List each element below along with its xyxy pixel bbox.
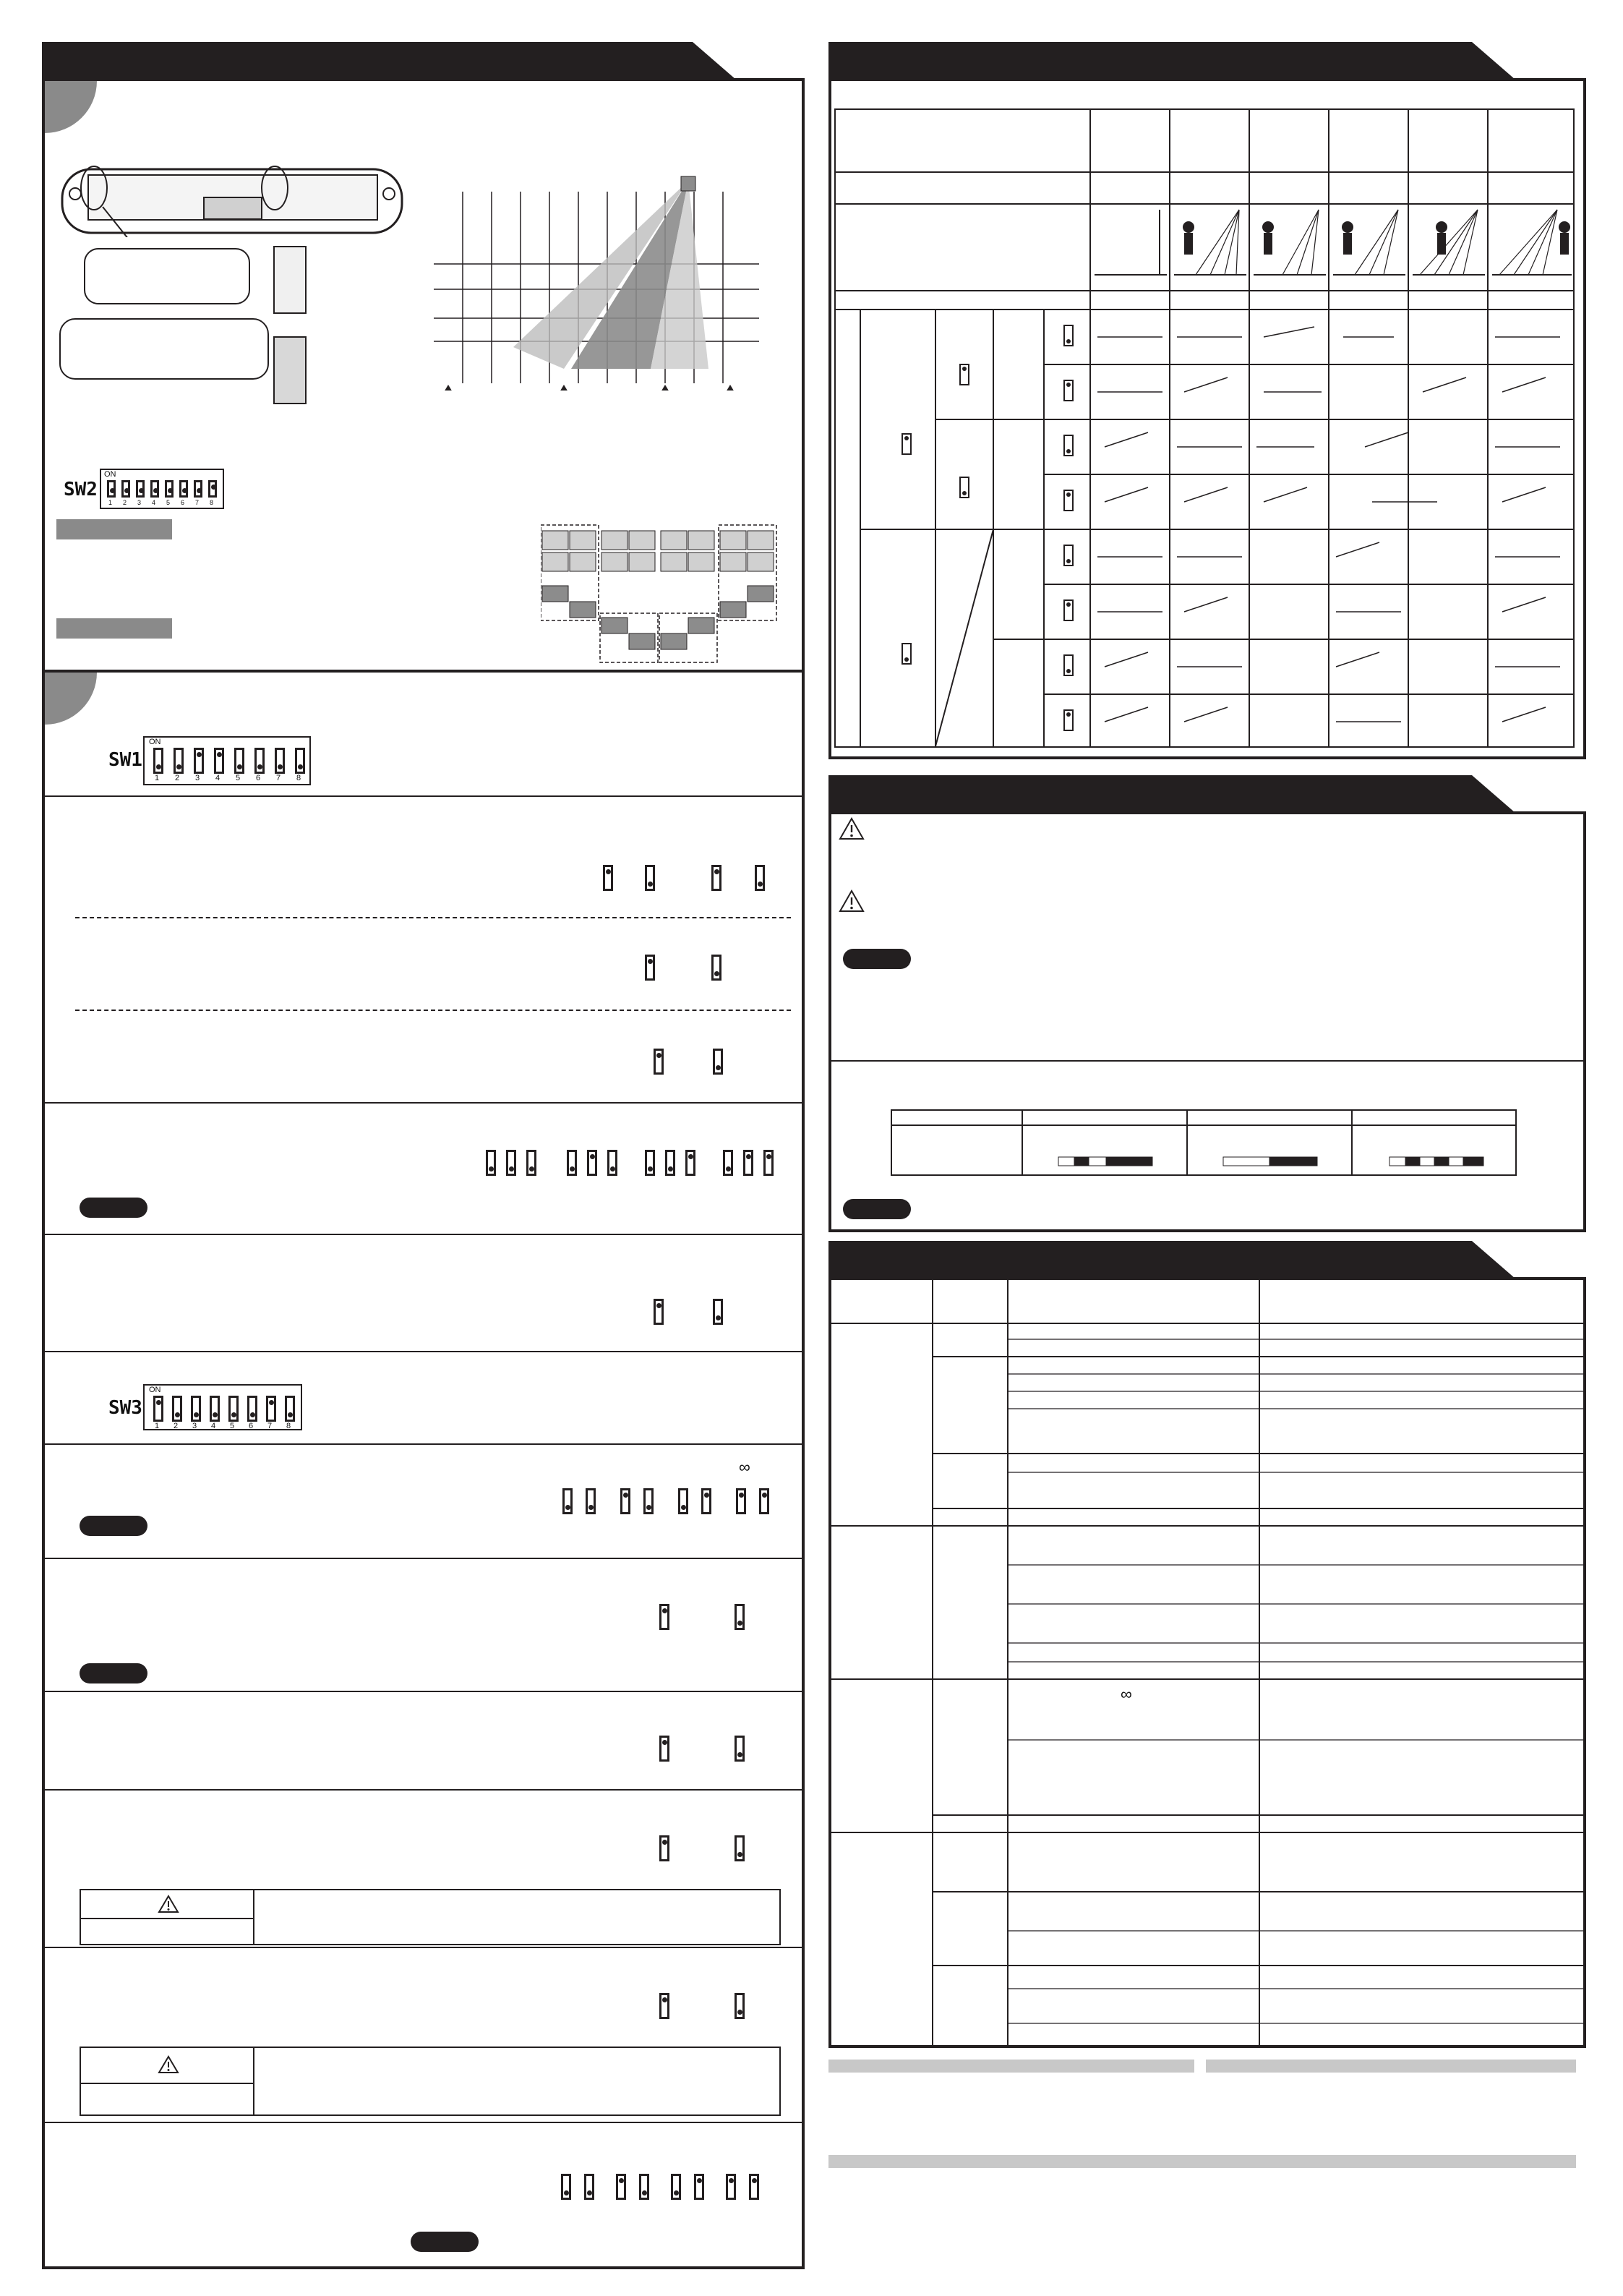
setting-b-switch-1[interactable] [645, 955, 655, 981]
sw3-switch-2[interactable] [172, 1396, 182, 1422]
sw2-number-2: 2 [123, 499, 127, 506]
sw2-number-1: 1 [108, 499, 113, 506]
dip-detail-callout [84, 248, 250, 304]
setting-e-switch-1[interactable] [654, 1299, 664, 1325]
troubleshooting-table [831, 1280, 1583, 2045]
setting-c-switch-2[interactable] [713, 1049, 723, 1075]
sw2-dip-switch[interactable] [100, 469, 224, 509]
sw1-number-5: 5 [236, 774, 241, 782]
sw3-label: SW3 [108, 1397, 142, 1419]
setting-k-switch-7[interactable] [726, 2174, 736, 2200]
infinity-symbol-1: ∞ [739, 1458, 750, 1476]
sw3-number-7: 7 [267, 1422, 273, 1430]
warning-icon [158, 1895, 179, 1913]
caution-divider [828, 1060, 1586, 1062]
setting-k-switch-4[interactable] [639, 2174, 649, 2200]
sw2-switch-6[interactable] [179, 480, 188, 498]
note-pill-1 [80, 1198, 147, 1218]
sw1-dip-switch[interactable] [143, 736, 311, 785]
sw2-switch-1[interactable] [107, 480, 116, 498]
sw2-switch-4[interactable] [150, 480, 159, 498]
sw1-switch-7[interactable] [275, 748, 285, 774]
setting-bar-2 [56, 618, 172, 639]
infinity-symbol-2: ∞ [1121, 1685, 1132, 1703]
setting-k-switch-8[interactable] [749, 2174, 759, 2200]
note-pill-6 [843, 1199, 911, 1219]
sw1-number-4: 4 [215, 774, 220, 782]
setting-g-switch-1[interactable] [659, 1604, 669, 1630]
sw3-number-3: 3 [192, 1422, 197, 1430]
sw1-number-8: 8 [296, 774, 301, 782]
setting-d-switch-1[interactable] [486, 1150, 496, 1176]
setting-d-switch-8[interactable] [665, 1150, 675, 1176]
sw3-switch-5[interactable] [228, 1396, 239, 1422]
lens-detail-bottom [273, 336, 307, 404]
output-table [834, 108, 1575, 748]
setting-d-switch-7[interactable] [645, 1150, 655, 1176]
setting-d-switch-6[interactable] [607, 1150, 617, 1176]
sw1-number-3: 3 [195, 774, 200, 782]
setting-d-switch-12[interactable] [763, 1150, 774, 1176]
sw3-switch-3[interactable] [191, 1396, 201, 1422]
divider-sw1-1 [42, 795, 805, 797]
setting-k-switch-5[interactable] [671, 2174, 681, 2200]
divider-sw3-3 [42, 1691, 805, 1692]
sw1-number-7: 7 [276, 774, 281, 782]
setting-f-switch-7[interactable] [736, 1488, 746, 1514]
setting-a-switch-4[interactable] [755, 865, 765, 891]
warning-icon [839, 817, 865, 840]
sw2-number-6: 6 [181, 499, 185, 506]
note-pill-2 [80, 1516, 147, 1536]
note-pill-3 [80, 1663, 147, 1683]
footer-bar-full [828, 2155, 1576, 2168]
divider-sw3 [42, 1351, 805, 1352]
sw3-number-6: 6 [249, 1422, 254, 1430]
sw3-switch-4[interactable] [210, 1396, 220, 1422]
sw2-switch-7[interactable] [194, 480, 202, 498]
sw2-switch-3[interactable] [136, 480, 145, 498]
sw1-switch-1[interactable] [153, 748, 163, 774]
sw1-on-label: ON [149, 738, 161, 746]
setting-i-switch-1[interactable] [659, 1835, 669, 1861]
sw3-dip-switch[interactable] [143, 1384, 302, 1430]
setting-d-switch-2[interactable] [506, 1150, 516, 1176]
sw3-number-1: 1 [155, 1422, 160, 1430]
setting-d-switch-5[interactable] [587, 1150, 597, 1176]
sw3-number-4: 4 [211, 1422, 216, 1430]
divider-sw3-4 [42, 1789, 805, 1791]
setting-f-switch-5[interactable] [678, 1488, 688, 1514]
divider-section-2 [42, 670, 805, 673]
sw3-switch-8[interactable] [285, 1396, 295, 1422]
footer-bar-left [828, 2060, 1194, 2073]
setting-f-switch-2[interactable] [586, 1488, 596, 1514]
dashed-divider-2 [75, 1010, 791, 1011]
sw2-on-label: ON [104, 470, 116, 479]
setting-d-switch-4[interactable] [567, 1150, 577, 1176]
note-pill-4 [411, 2232, 479, 2252]
sw3-number-5: 5 [230, 1422, 235, 1430]
setting-e-switch-2[interactable] [713, 1299, 723, 1325]
caution-box-1 [80, 1889, 781, 1945]
setting-i-switch-2[interactable] [735, 1835, 745, 1861]
sw1-switch-6[interactable] [254, 748, 265, 774]
sw2-label: SW2 [64, 479, 98, 500]
warning-icon [839, 889, 865, 913]
sw3-number-2: 2 [174, 1422, 179, 1430]
sw1-switch-4[interactable] [214, 748, 224, 774]
setting-d-switch-3[interactable] [526, 1150, 536, 1176]
setting-f-switch-8[interactable] [759, 1488, 769, 1514]
setting-bar-1 [56, 519, 172, 539]
setting-k-switch-1[interactable] [561, 2174, 571, 2200]
sw2-switch-8[interactable] [208, 480, 217, 498]
sw1-number-2: 2 [175, 774, 180, 782]
warning-icon [158, 2055, 179, 2074]
setting-a-switch-2[interactable] [645, 865, 655, 891]
detection-area-diagram [434, 174, 759, 391]
setting-c-switch-1[interactable] [654, 1049, 664, 1075]
sw3-switch-1[interactable] [153, 1396, 163, 1422]
sw2-number-4: 4 [152, 499, 156, 506]
sw1-number-6: 6 [256, 774, 261, 782]
sw2-number-7: 7 [195, 499, 200, 506]
setting-g-switch-2[interactable] [735, 1604, 745, 1630]
setting-a-switch-1[interactable] [603, 865, 613, 891]
sw1-switch-5[interactable] [234, 748, 244, 774]
sensor-body-illustration [59, 165, 406, 237]
output-table-header [828, 42, 1515, 80]
sw1-switch-2[interactable] [174, 748, 184, 774]
divider-sw1-2 [42, 1102, 805, 1104]
sw2-number-3: 3 [137, 499, 142, 506]
sw1-switch-8[interactable] [295, 748, 305, 774]
setting-d-switch-11[interactable] [743, 1150, 753, 1176]
setting-f-switch-3[interactable] [620, 1488, 630, 1514]
setting-k-switch-6[interactable] [694, 2174, 704, 2200]
led-indication-table [891, 1109, 1517, 1176]
dashed-divider-1 [75, 917, 791, 918]
troubleshooting-header [828, 1241, 1515, 1279]
divider-sw3-6 [42, 2122, 805, 2123]
area-pattern-grid [541, 522, 778, 664]
sw3-switch-6[interactable] [247, 1396, 257, 1422]
setting-b-switch-2[interactable] [711, 955, 721, 981]
setting-d-switch-10[interactable] [723, 1150, 733, 1176]
divider-sw1-3 [42, 1234, 805, 1235]
lens-pattern-callout [59, 318, 269, 380]
setting-h-switch-2[interactable] [735, 1736, 745, 1762]
sw1-number-1: 1 [155, 774, 160, 782]
lens-detail-top [273, 246, 307, 314]
footer-bar-right [1206, 2060, 1576, 2073]
setting-f-switch-6[interactable] [701, 1488, 711, 1514]
sw3-number-8: 8 [286, 1422, 291, 1430]
setting-k-switch-2[interactable] [584, 2174, 594, 2200]
setting-d-switch-9[interactable] [685, 1150, 695, 1176]
setting-f-switch-4[interactable] [643, 1488, 654, 1514]
left-section-header [42, 42, 736, 80]
caution-section-header [828, 775, 1515, 813]
sw2-switch-5[interactable] [165, 480, 174, 498]
setting-a-switch-3[interactable] [711, 865, 721, 891]
note-pill-5 [843, 949, 911, 969]
sw1-switch-3[interactable] [194, 748, 204, 774]
setting-j-switch-2[interactable] [735, 1993, 745, 2019]
setting-h-switch-1[interactable] [659, 1736, 669, 1762]
sw1-label: SW1 [108, 749, 142, 771]
caution-box-2 [80, 2047, 781, 2116]
divider-sw3-1 [42, 1443, 805, 1445]
divider-sw3-5 [42, 1947, 805, 1948]
sw2-number-8: 8 [210, 499, 214, 506]
sw3-on-label: ON [149, 1386, 161, 1394]
setting-j-switch-1[interactable] [659, 1993, 669, 2019]
sw2-number-5: 5 [166, 499, 171, 506]
sw3-switch-7[interactable] [266, 1396, 276, 1422]
setting-k-switch-3[interactable] [616, 2174, 626, 2200]
setting-f-switch-1[interactable] [562, 1488, 573, 1514]
divider-sw3-2 [42, 1558, 805, 1559]
sw2-switch-2[interactable] [121, 480, 130, 498]
